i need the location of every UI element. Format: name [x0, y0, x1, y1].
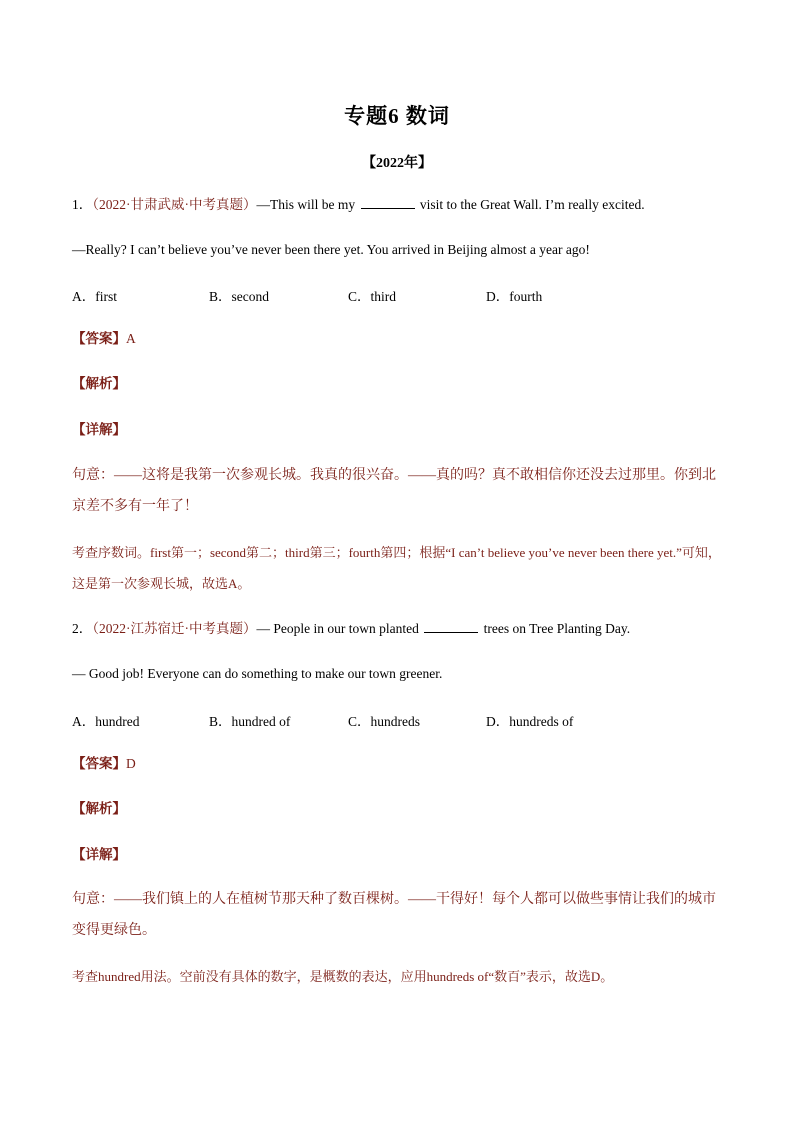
- stem-part-a: —This will be my: [256, 197, 356, 212]
- option-a: A．hundred: [72, 714, 140, 729]
- detail-row: [72, 420, 126, 440]
- stem-part-b: trees on Tree Planting Day.: [483, 621, 631, 636]
- question-1-stem: [72, 195, 645, 215]
- question-1-line2: —Really? I can’t believe you’ve never been there yet. You arrived in Beijing almost a year ago!: [72, 242, 590, 257]
- detail-label: 【详解】: [72, 422, 126, 437]
- explanation-analysis: 考查hundred用法。空前没有具体的数字，是概数的表达，应用hundreds of“数百”表示，故选D。: [72, 969, 614, 984]
- answer-label: 【答案】: [72, 756, 126, 771]
- answer-value: D: [126, 756, 136, 771]
- question-source: （2022·甘肃武威·中考真题）: [92, 197, 257, 212]
- option-c: C．hundreds: [348, 714, 420, 729]
- option-a: A．first: [72, 289, 117, 304]
- question-2-line2: — Good job! Everyone can do something to make our town greener.: [72, 666, 443, 681]
- question-number: 1．: [72, 197, 93, 212]
- page-title: 专题6 数词: [344, 104, 450, 128]
- question-source: （2022·江苏宿迁·中考真题）: [92, 621, 257, 636]
- answer-row: [72, 329, 136, 349]
- explanation-translation: 句意：——我们镇上的人在植树节那天种了数百棵树。——干得好！每个人都可以做些事情让我们的城市变得更绿色。: [72, 892, 716, 938]
- option-b: B．hundred of: [209, 714, 291, 729]
- stem-part-a: — People in our town planted: [256, 621, 419, 636]
- detail-row: [72, 845, 126, 865]
- stem-part-b: visit to the Great Wall. I’m really excited.: [419, 197, 645, 212]
- option-b: B．second: [209, 289, 269, 304]
- question-number: 2．: [72, 621, 93, 636]
- answer-row: [72, 754, 136, 774]
- analysis-label: 【解析】: [72, 376, 126, 391]
- year-heading: 【2022年】: [362, 156, 432, 171]
- analysis-row: [72, 799, 126, 819]
- analysis-label: 【解析】: [72, 801, 126, 816]
- explanation-translation: 句意：——这将是我第一次参观长城。我真的很兴奋。——真的吗？真不敢相信你还没去过那里。你到北京差不多有一年了！: [72, 468, 716, 514]
- analysis-row: [72, 374, 126, 394]
- detail-label: 【详解】: [72, 847, 126, 862]
- answer-label: 【答案】: [72, 331, 126, 346]
- answer-value: A: [126, 331, 136, 346]
- question-2-stem: [72, 619, 630, 639]
- explanation-analysis: 考查序数词。first第一；second第二；third第三；fourth第四；根据“I can’t believe you’ve never been there yet.”可知，这是第一次参观长城，故选A。: [72, 545, 721, 591]
- option-c: C．third: [348, 289, 397, 304]
- option-d: D．fourth: [486, 289, 543, 304]
- answer-blank: [424, 620, 478, 633]
- answer-blank: [361, 196, 415, 209]
- option-d: D．hundreds of: [486, 714, 574, 729]
